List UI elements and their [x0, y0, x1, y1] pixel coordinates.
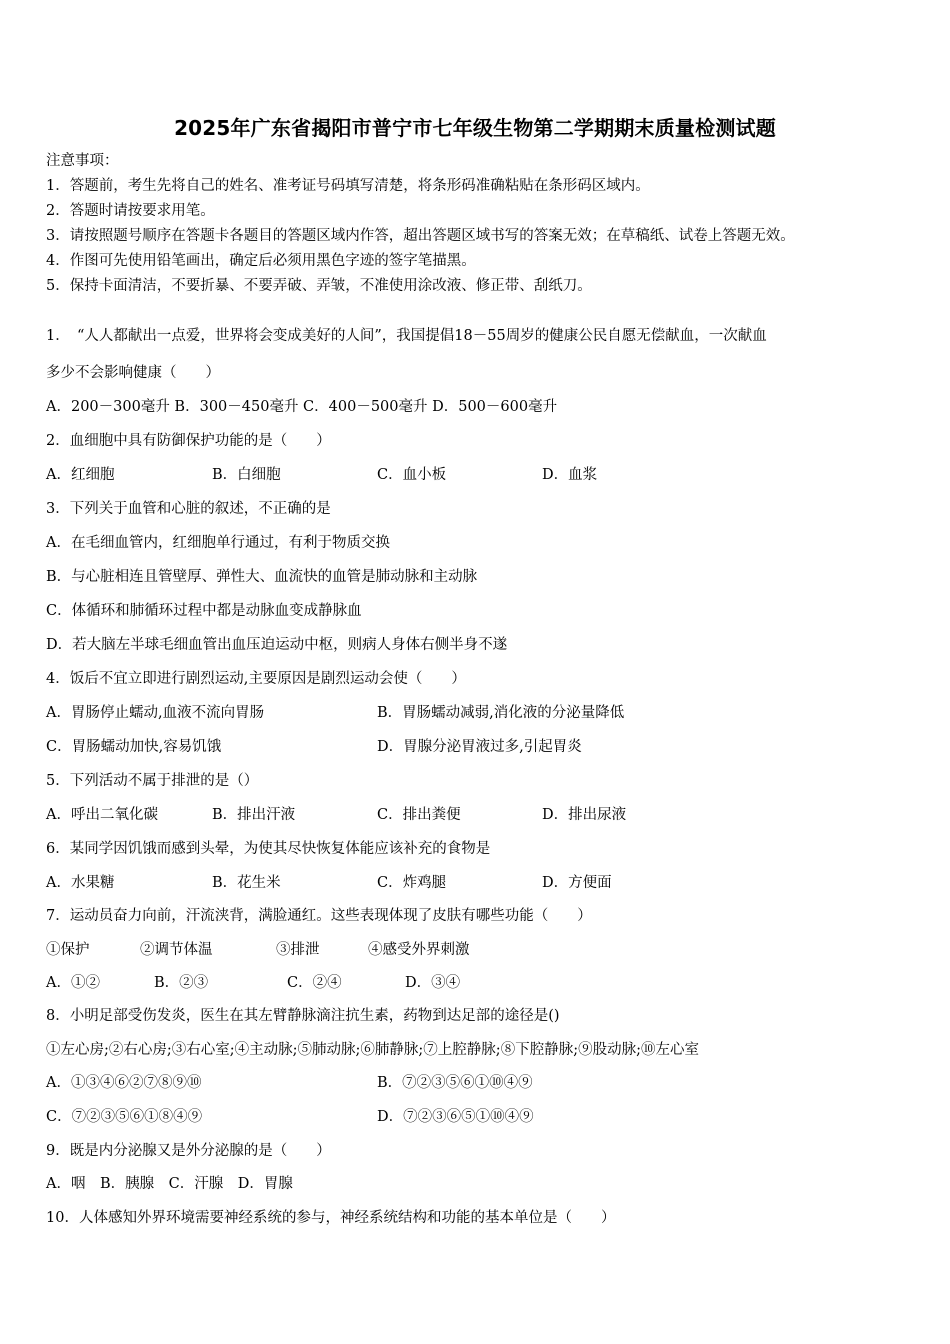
- question-7-option-b: B．②③: [154, 975, 209, 991]
- question-8-list: ①左心房;②右心房;③右心室;④主动脉;⑤肺动脉;⑥肺静脉;⑦上腔静脉;⑧下腔静脉;⑨股动脉;⑩左心室: [46, 1042, 699, 1058]
- question-7-option-d: D．③④: [405, 975, 461, 991]
- question-8-stem: 8．小明足部受伤发炎，医生在其左臂静脉滴注抗生素，药物到达足部的途径是(): [46, 1008, 560, 1024]
- question-2-option-d: D．血浆: [542, 467, 598, 483]
- question-6-option-a: A．水果糖: [46, 875, 115, 891]
- question-8-option-c: C．⑦②③⑤⑥①⑧④⑨: [46, 1109, 203, 1125]
- question-7-statement: ②调节体温: [140, 942, 213, 958]
- question-3-option-c: C．体循环和肺循环过程中都是动脉血变成静脉血: [46, 603, 362, 619]
- notice-item: 4．作图可先使用铅笔画出，确定后必须用黑色字迹的签字笔描黑。: [46, 253, 476, 269]
- question-7-statement: ①保护: [46, 942, 90, 958]
- question-3-option-a: A．在毛细血管内，红细胞单行通过，有利于物质交换: [46, 535, 390, 551]
- question-8-option-a: A．①③④⑥②⑦⑧⑨⑩: [46, 1075, 202, 1091]
- question-6-option-c: C．炸鸡腿: [377, 875, 447, 891]
- question-3-option-b: B．与心脏相连且管壁厚、弹性大、血流快的血管是肺动脉和主动脉: [46, 569, 478, 585]
- question-6-option-d: D．方便面: [542, 875, 612, 891]
- question-4-option-a: A．胃肠停止蠕动,血液不流向胃肠: [46, 705, 265, 721]
- question-9-options: A．咽 B．胰腺 C．汗腺 D．胃腺: [46, 1176, 293, 1192]
- notice-heading: 注意事项：: [46, 153, 119, 169]
- question-4-stem: 4．饭后不宜立即进行剧烈运动,主要原因是剧烈运动会使（ ）: [46, 671, 466, 687]
- question-10-stem: 10．人体感知外界环境需要神经系统的参与，神经系统结构和功能的基本单位是（ ）: [46, 1210, 616, 1226]
- question-8-option-d: D．⑦②③⑥⑤①⑩④⑨: [377, 1109, 534, 1125]
- question-1-stem: 1． “人人都献出一点爱，世界将会变成美好的人间”，我国提倡18－55周岁的健康公民自愿无偿献血，一次献血: [46, 328, 767, 344]
- question-5-stem: 5．下列活动不属于排泄的是（）: [46, 773, 259, 789]
- question-8-option-b: B．⑦②③⑤⑥①⑩④⑨: [377, 1075, 533, 1091]
- question-5-option-d: D．排出尿液: [542, 807, 627, 823]
- question-1-options: A．200－300毫升 B．300－450毫升 C．400－500毫升 D．500－600毫升: [46, 399, 558, 415]
- question-2-stem: 2．血细胞中具有防御保护功能的是（ ）: [46, 433, 331, 449]
- question-1-stem-cont: 多少不会影响健康（ ）: [46, 365, 220, 381]
- notice-item: 5．保持卡面清洁，不要折暴、不要弄破、弄皱，不准使用涂改液、修正带、刮纸刀。: [46, 278, 592, 294]
- notice-item: 1．答题前，考生先将自己的姓名、准考证号码填写清楚，将条形码准确粘贴在条形码区域内。: [46, 178, 650, 194]
- question-4-option-d: D．胃腺分泌胃液过多,引起胃炎: [377, 739, 582, 755]
- question-5-option-c: C．排出粪便: [377, 807, 461, 823]
- notice-item: 3．请按照题号顺序在答题卡各题目的答题区域内作答，超出答题区域书写的答案无效；在草稿纸、试卷上答题无效。: [46, 228, 795, 244]
- question-7-statement: ④感受外界刺激: [368, 942, 470, 958]
- question-6-stem: 6．某同学因饥饿而感到头晕，为使其尽快恢复体能应该补充的食物是: [46, 841, 491, 857]
- question-7-statement: ③排泄: [276, 942, 320, 958]
- question-6-option-b: B．花生米: [212, 875, 281, 891]
- question-5-option-b: B．排出汗液: [212, 807, 296, 823]
- question-7-option-c: C．②④: [287, 975, 342, 991]
- question-2-option-a: A．红细胞: [46, 467, 115, 483]
- question-3-option-d: D．若大脑左半球毛细血管出血压迫运动中枢，则病人身体右侧半身不遂: [46, 637, 508, 653]
- question-3-stem: 3．下列关于血管和心脏的叙述，不正确的是: [46, 501, 331, 517]
- notice-item: 2．答题时请按要求用笔。: [46, 203, 215, 219]
- question-9-stem: 9．既是内分泌腺又是外分泌腺的是（ ）: [46, 1143, 331, 1159]
- question-2-option-b: B．白细胞: [212, 467, 281, 483]
- question-2-option-c: C．血小板: [377, 467, 447, 483]
- question-4-option-b: B．胃肠蠕动减弱,消化液的分泌量降低: [377, 705, 625, 721]
- question-4-option-c: C．胃肠蠕动加快,容易饥饿: [46, 739, 222, 755]
- question-5-option-a: A．呼出二氧化碳: [46, 807, 158, 823]
- page-title: 2025年广东省揭阳市普宁市七年级生物第二学期期末质量检测试题: [174, 116, 776, 140]
- question-7-stem: 7．运动员奋力向前，汗流浃背，满脸通红。这些表现体现了皮肤有哪些功能（ ）: [46, 908, 592, 924]
- question-7-option-a: A．①②: [46, 975, 100, 991]
